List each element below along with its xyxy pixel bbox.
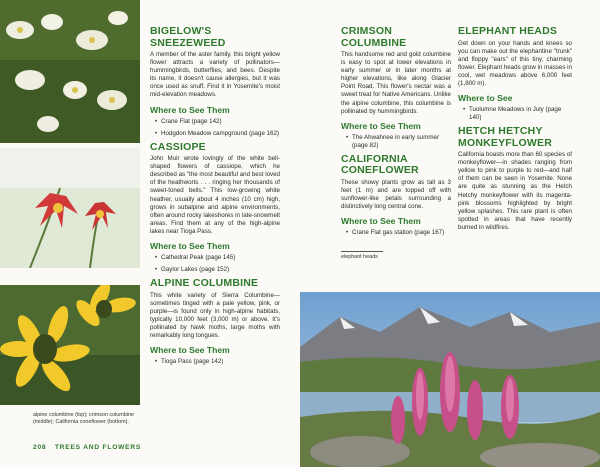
- where-list: [150, 118, 280, 138]
- list-item: • Tioga Pass (page 142): [155, 358, 280, 366]
- body-bigelows-sneezeweed: A member of the aster family, this bright yellow flower attracts a variety of pollinators—hummingbirds, butterflies, and bees. Despite its name, it doesn't cause allergies, but it was once used as snuff. Find it in Yosemite's moist mid-elevation meadows.: [150, 51, 280, 99]
- body-crimson-columbine: This handsome red and gold columbine is easy to spot at lower elevations in early summer or in later months at higher elevations, like along Glacier Point Road. This flower's nectar was a sweet treat for Native Americans. Unlike the alpine columbine, this columbine is pollinated by hummingbirds.: [341, 51, 451, 115]
- where-list: [150, 254, 280, 274]
- body-hetch-hetchy-monkeyflower: California boasts more than 60 species of monkeyflower—in shades ranging from yellow to pink to purple to red—and half of them can be seen in Yosemite. None are quite as stunning as the Hetch Hetchy monkeyflower with its magenta-pink blossoms highlighted by bright yellow splashes. This rare plant is often spotted in areas that have recently burned in wildfires.: [458, 151, 572, 231]
- where-list: [341, 229, 451, 237]
- body-cassiope: John Muir wrote lovingly of the white bell-shaped flowers of cassiope, which he described as "the most beautiful and best loved of the heathworts . . . ringing her thousands of sweet-toned bells." This low-growing white heather, usually about 4 inches (10 cm) high, grows in subalpine and alpine environments, often around rocky lakeshores in late-snowmelt areas. Find them at any of the high-alpine lakes near Tioga Pass.: [150, 155, 280, 235]
- photo-california-coneflower: [0, 285, 140, 405]
- heading-crimson-columbine: CRIMSON COLUMBINE: [341, 25, 407, 49]
- photo-alpine-columbine: [0, 0, 140, 143]
- where-list: [458, 106, 572, 122]
- list-item: • Crane Flat (page 142): [155, 118, 280, 126]
- photo-caption: alpine columbine (top); crimson columbine (middle); California coneflower (bottom).: [33, 412, 134, 425]
- body-elephant-heads: Get down on your hands and knees so you can make out the elephantine "trunk" and floppy "ears" of this tiny, charming flower. Elephant heads grow in masses in cool, wet meadows above 6,000 feet (1,800 m).: [458, 39, 572, 87]
- column-left-text: [150, 26, 280, 370]
- where-list: [150, 358, 280, 366]
- list-item: • Hodgdon Meadow campground (page 162): [155, 130, 280, 138]
- where-list: [341, 134, 451, 150]
- page-number: 208: [33, 444, 47, 451]
- subheading-where: Where to See Them: [341, 120, 421, 131]
- heading-elephant-heads: ELEPHANT HEADS: [458, 25, 558, 37]
- caption-rule: [341, 251, 383, 252]
- section-title: TREES AND FLOWERS: [54, 444, 142, 451]
- list-item: • Tuolumne Meadows in July (page 140): [463, 106, 572, 122]
- list-item: • Crane Flat gas station (page 167): [346, 229, 451, 237]
- subheading-where: Where to See Them: [341, 216, 421, 227]
- body-california-coneflower: These showy plants grow as tall as 3 feet (1 m) and are topped off with sunflower-like petals surrounding a distinctively long central cone.: [341, 178, 451, 211]
- subheading-where: Where to See Them: [150, 345, 230, 356]
- heading-alpine-columbine: ALPINE COLUMBINE: [150, 277, 259, 289]
- subheading-where: Where to See: [458, 93, 513, 104]
- photo-crimson-columbine: [0, 148, 140, 268]
- list-item: • Cathedral Peak (page 145): [155, 254, 280, 262]
- heading-hetch-hetchy-monkeyflower: HETCH HETCHY MONKEYFLOWER: [458, 125, 552, 149]
- column-right-1: [341, 26, 451, 261]
- column-right-2: [458, 26, 572, 232]
- heading-bigelows-sneezeweed: BIGELOW'S SNEEZEWEED: [150, 25, 226, 49]
- body-alpine-columbine: This white variety of Sierra Columbine—sometimes tinged with a pale yellow, pink, or purple—is found only in high-alpine habitats, typically 10,000 feet (3,000 m) or above. It's pollinated by hawk moths, large moths with remarkably long tongues.: [150, 291, 280, 339]
- subheading-where: Where to See Them: [150, 241, 230, 251]
- heading-california-coneflower: CALIFORNIA CONEFLOWER: [341, 152, 419, 177]
- heading-cassiope: CASSIOPE: [150, 140, 206, 153]
- footer: [33, 436, 141, 454]
- photo-elephant-heads: [300, 292, 600, 467]
- list-item: • The Ahwahnee in early summer (page 82): [346, 134, 451, 150]
- list-item: • Gaylor Lakes (page 152): [155, 266, 280, 274]
- subheading-where: Where to See Them: [150, 104, 230, 115]
- photo-caption: elephant heads: [341, 254, 378, 261]
